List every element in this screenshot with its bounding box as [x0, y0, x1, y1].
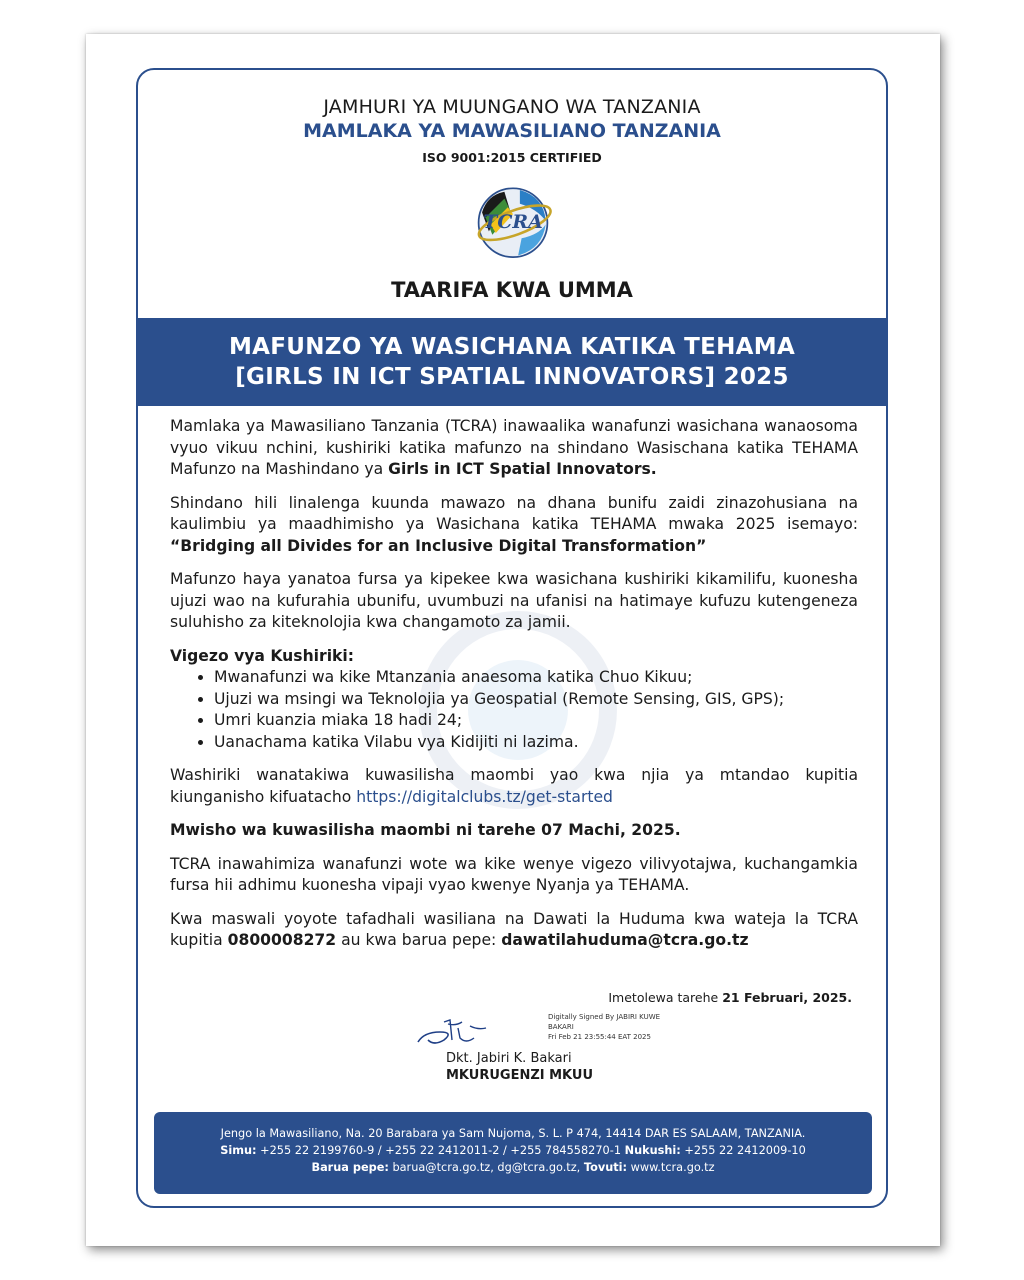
handwritten-signature	[414, 1014, 500, 1048]
paragraph-opportunity: Mafunzo haya yanatoa fursa ya kipekee kwa wasichana kushiriki kikamilifu, kuonesha ujuzi wao na kufurahia ubunifu, uvumbuzi na ufanisi na hatimaye kufuzu kutengeneza suluhisho za kiteknolojia kwa changamoto za jamii.	[170, 570, 858, 631]
iso-certification: ISO 9001:2015 CERTIFIED	[422, 150, 602, 165]
document-frame	[136, 68, 888, 1208]
theme-quote: “Bridging all Divides for an Inclusive Digital Transformation”	[170, 536, 707, 555]
application-link[interactable]: https://digitalclubs.tz/get-started	[356, 787, 613, 806]
paragraph-encouragement: TCRA inawahimiza wanafunzi wote wa kike wenye vigezo vilivyotajwa, kuchangamkia fursa hii adhimu kuonesha vipaji vyao kwenye Nyanja ya TEHAMA.	[170, 854, 858, 894]
paragraph-contact: Kwa maswali yoyote tafadhali wasiliana na Dawati la Huduma kwa wateja la TCRA kupitia 0800008272 au kwa barua pepe: dawatilahuduma@tcra.go.tz	[170, 909, 858, 949]
deadline: Mwisho wa kuwasilisha maombi ni tarehe 07 Machi, 2025.	[170, 821, 681, 839]
criteria-item: • Umri kuanzia miaka 18 hadi 24;	[214, 710, 858, 732]
contact-footer	[154, 1112, 872, 1194]
program-name: Girls in ICT Spatial Innovators.	[388, 460, 657, 478]
footer-phones: Simu: +255 22 2199760-9 / +255 22 2412011-2 / +255 784558270-1 Nukushi: +255 22 2412009-10	[220, 1144, 806, 1157]
banner-title: MAFUNZO YA WASICHANA KATIKA TEHAMA [GIRLS IN ICT SPATIAL INNOVATORS] 2025	[228, 334, 796, 390]
digital-signature-stamp: Digitally Signed By JABIRI KUWE BAKARI Fri Feb 21 23:55:44 EAT 2025	[548, 1013, 661, 1041]
criteria-list	[170, 667, 858, 753]
notice-title: TAARIFA KWA UMMA	[391, 278, 633, 302]
contact-phone: 0800008272	[227, 931, 337, 949]
criteria-item: • Ujuzi wa msingi wa Teknolojia ya Geospatial (Remote Sensing, GIS, GPS);	[214, 689, 858, 711]
criteria-item: • Mwanafunzi wa kike Mtanzania anaesoma katika Chuo Kikuu;	[214, 667, 858, 689]
paragraph-invitation: Mamlaka ya Mawasiliano Tanzania (TCRA) inawaalika wanafunzi wasichana wanaosoma vyuo vikuu nchini, kushiriki katika mafunzo na shindano Wasischana katika TEHAMA Mafunzo na Mashindano ya Girls in ICT Spatial Innovators.	[170, 417, 858, 478]
contact-email: dawatilahuduma@tcra.go.tz	[501, 931, 749, 949]
svg-text:TCRA: TCRA	[483, 210, 543, 233]
signer-name: Dkt. Jabiri K. Bakari	[446, 1051, 572, 1066]
issue-date: Imetolewa tarehe 21 Februari, 2025.	[608, 990, 852, 1005]
footer-address: Jengo la Mawasiliano, Na. 20 Barabara ya Sam Nujoma, S. L. P 474, 14414 DAR ES SALAAM, TANZANIA.	[220, 1127, 806, 1140]
footer-web: Barua pepe: barua@tcra.go.tz, dg@tcra.go.tz, Tovuti: www.tcra.go.tz	[311, 1161, 715, 1174]
signer-block	[446, 1050, 593, 1084]
paragraph-application: Washiriki wanatakiwa kuwasilisha maombi yao kwa njia ya mtandao kupitia kiunganisho kifuatacho https://digitalclubs.tz/get-started	[170, 766, 858, 806]
title-banner	[138, 318, 886, 406]
criteria-heading: Vigezo vya Kushiriki:	[170, 646, 355, 665]
republic-heading: JAMHURI YA MUUNGANO WA TANZANIA	[323, 96, 701, 118]
tcra-logo	[470, 178, 556, 264]
notice-body	[170, 416, 858, 964]
signer-title: MKURUGENZI MKUU	[446, 1068, 594, 1083]
paragraph-theme: Shindano hili linalenga kuunda mawazo na dhana bunifu zaidi zinazohusiana na kaulimbiu ya maadhimisho ya Wasichana katika TEHAMA mwaka 2025 isemayo: “Bridging all Divides for an Inclusive Digital Transformation”	[170, 493, 858, 555]
authority-heading: MAMLAKA YA MAWASILIANO TANZANIA	[303, 120, 721, 142]
criteria-item: • Uanachama katika Vilabu vya Kidijiti ni lazima.	[214, 732, 858, 754]
